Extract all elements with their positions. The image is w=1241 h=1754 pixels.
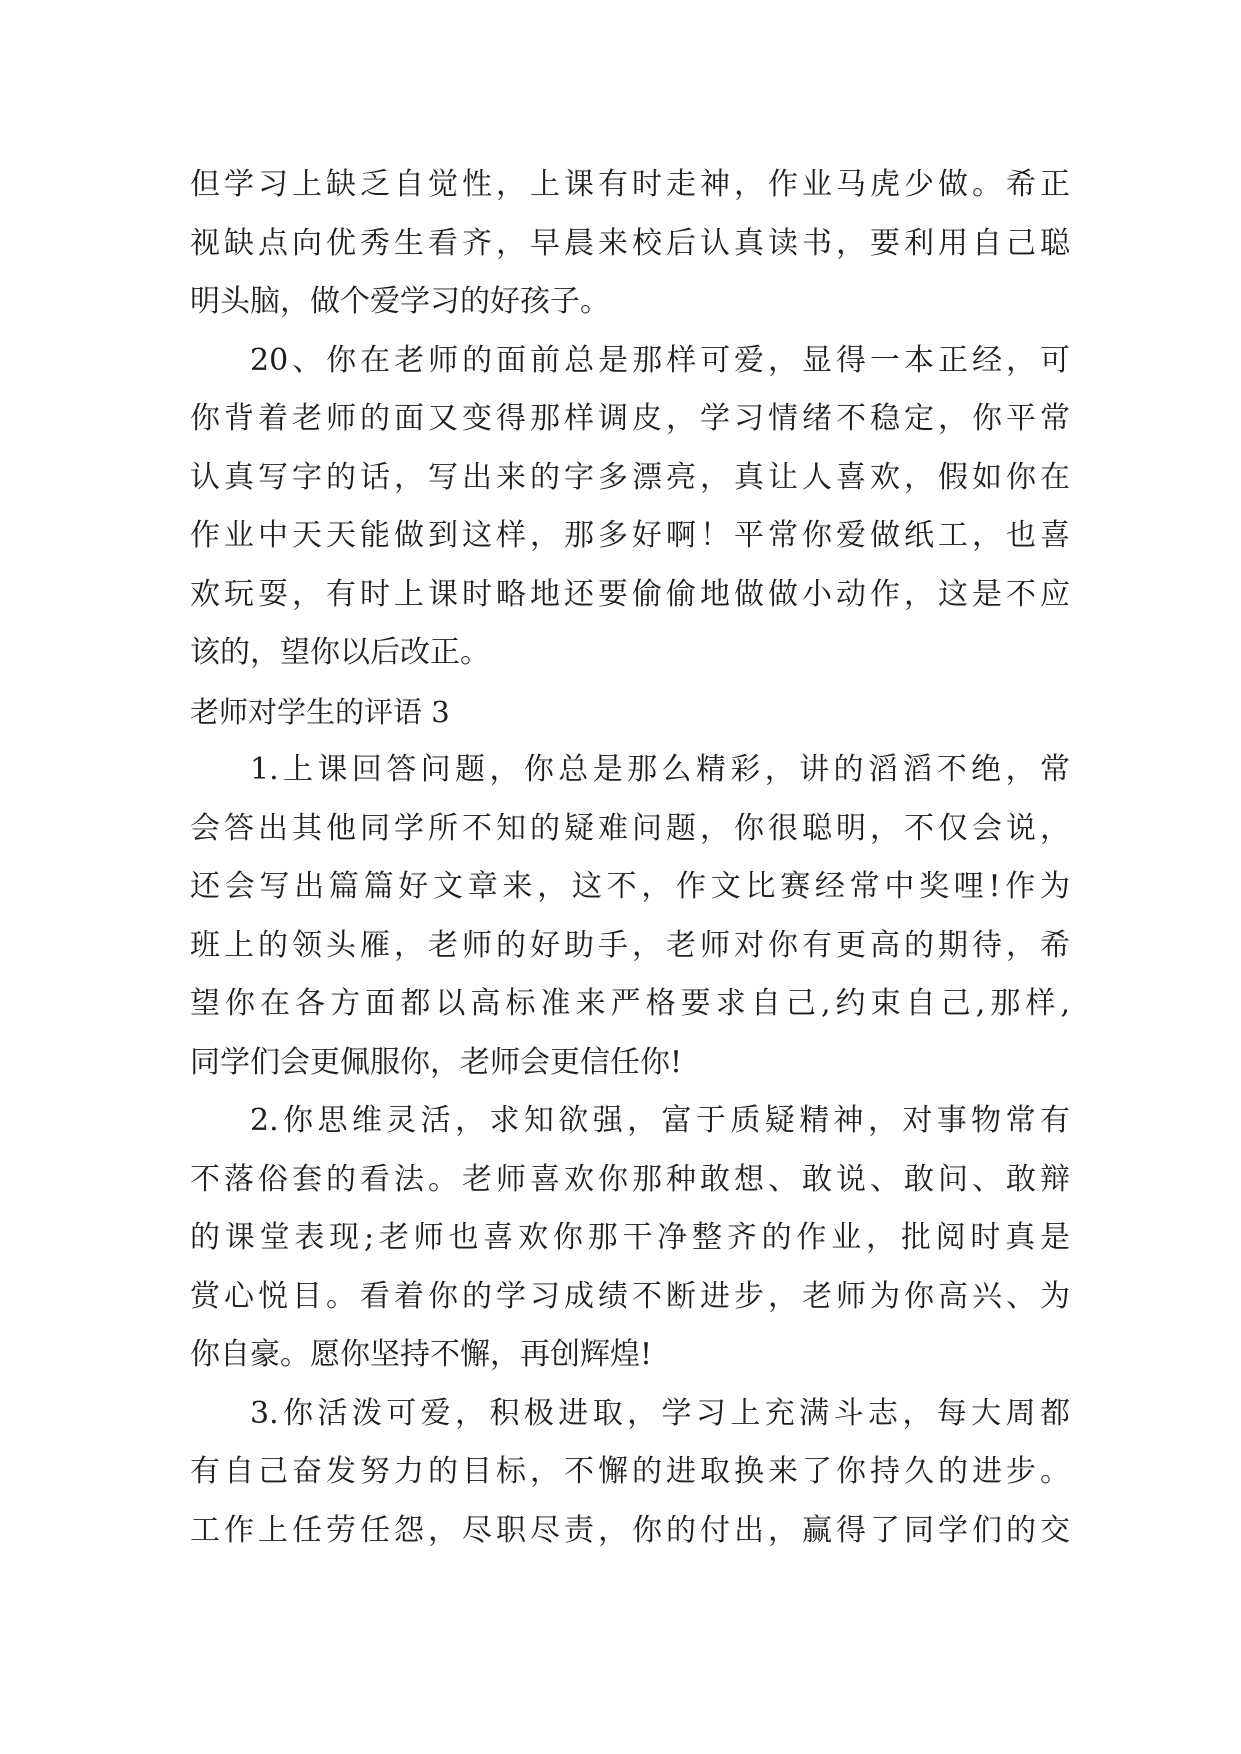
text-line: 还会写出篇篇好文章来，这不，作文比赛经常中奖哩!作为: [190, 869, 1070, 904]
text-line: 明头脑，做个爱学习的好孩子。: [190, 284, 610, 319]
text-line: 视缺点向优秀生看齐，早晨来校后认真读书，要利用自己聪: [190, 225, 1070, 261]
text-line: 的课堂表现;老师也喜欢你那干净整齐的作业，批阅时真是: [190, 1220, 1070, 1255]
text-line: 望你在各方面都以高标准来严格要求自己,约束自己,那样,: [190, 986, 1070, 1021]
paragraph-start-line: 3.你活泼可爱，积极进取，学习上充满斗志，每大周都: [250, 1395, 1070, 1431]
text-line: 欢玩耍，有时上课时略地还要偷偷地做做小动作，这是不应: [190, 576, 1070, 612]
text-line: 认真写字的话，写出来的字多漂亮，真让人喜欢，假如你在: [190, 459, 1070, 495]
text-line: 作业中天天能做到这样，那多好啊！平常你爱做纸工，也喜: [190, 518, 1070, 553]
section-heading: 老师对学生的评语 3: [190, 694, 450, 729]
paragraph-start-line: 1.上课回答问题，你总是那么精彩，讲的滔滔不绝，常: [250, 752, 1070, 787]
text-line: 有自己奋发努力的目标，不懈的进取换来了你持久的进步。: [190, 1454, 1070, 1489]
document-body: [190, 156, 1070, 1560]
text-line: 该的，望你以后改正。: [190, 635, 490, 670]
text-line: 赏心悦目。看着你的学习成绩不断进步，老师为你高兴、为: [190, 1278, 1070, 1314]
text-line: 工作上任劳任怨，尽职尽责，你的付出，赢得了同学们的交: [190, 1512, 1070, 1548]
text-line: 不落俗套的看法。老师喜欢你那种敢想、敢说、敢问、敢辩: [190, 1161, 1070, 1197]
text-line: 同学们会更佩服你，老师会更信任你!: [190, 1044, 683, 1080]
text-line: 但学习上缺乏自觉性，上课有时走神，作业马虎少做。希正: [190, 167, 1070, 202]
text-line: 你自豪。愿你坚持不懈，再创辉煌!: [190, 1337, 653, 1372]
text-line: 班上的领头雁，老师的好助手，老师对你有更高的期待，希: [190, 927, 1070, 963]
paragraph-start-line: 20、你在老师的面前总是那样可爱，显得一本正经，可: [250, 342, 1070, 378]
paragraph-start-line: 2.你思维灵活，求知欲强，富于质疑精神，对事物常有: [250, 1103, 1070, 1138]
text-line: 你背着老师的面又变得那样调皮，学习情绪不稳定，你平常: [190, 401, 1070, 436]
text-line: 会答出其他同学所不知的疑难问题，你很聪明，不仅会说，: [190, 810, 1070, 846]
